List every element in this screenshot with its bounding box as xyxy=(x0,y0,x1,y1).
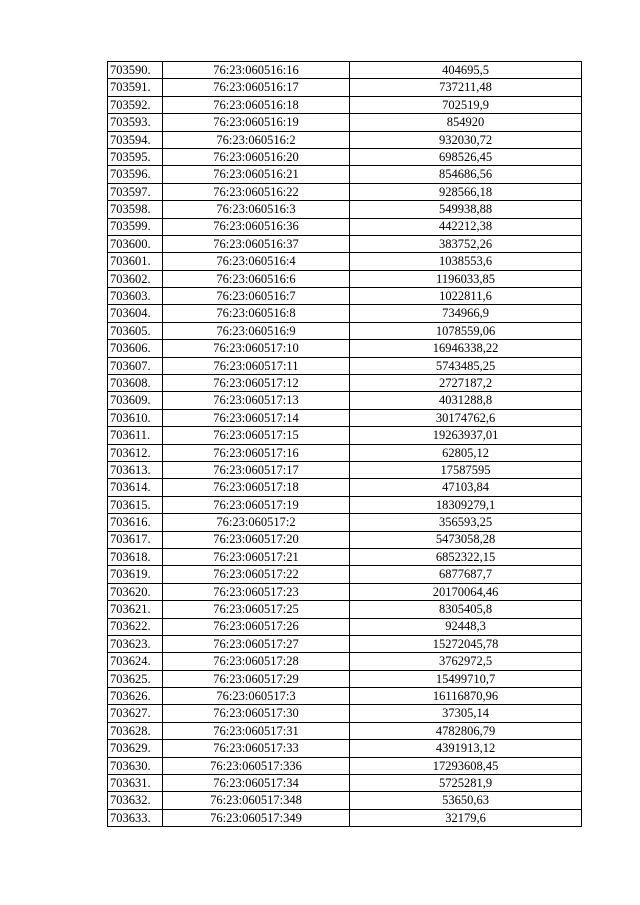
table-row xyxy=(108,618,582,635)
value-cell: 5473058,28 xyxy=(350,531,582,548)
value-cell: 16946338,22 xyxy=(350,340,582,357)
table-row xyxy=(108,740,582,757)
value-cell: 15499710,7 xyxy=(350,670,582,687)
row-number-cell: 703601. xyxy=(108,253,163,270)
cadastral-number-cell: 76:23:060517:15 xyxy=(163,427,350,444)
row-number-cell: 703632. xyxy=(108,792,163,809)
row-number-cell: 703606. xyxy=(108,340,163,357)
row-number-cell: 703624. xyxy=(108,653,163,670)
table-row xyxy=(108,166,582,183)
table-row xyxy=(108,705,582,722)
value-cell: 8305405,8 xyxy=(350,601,582,618)
row-number-cell: 703630. xyxy=(108,757,163,774)
cadastral-number-cell: 76:23:060517:34 xyxy=(163,775,350,792)
cadastral-number-cell: 76:23:060517:27 xyxy=(163,635,350,652)
table-row xyxy=(108,305,582,322)
row-number-cell: 703604. xyxy=(108,305,163,322)
table-row xyxy=(108,270,582,287)
value-cell: 18309279,1 xyxy=(350,496,582,513)
value-cell: 1038553,6 xyxy=(350,253,582,270)
row-number-cell: 703608. xyxy=(108,375,163,392)
row-number-cell: 703629. xyxy=(108,740,163,757)
cadastral-number-cell: 76:23:060516:20 xyxy=(163,148,350,165)
cadastral-number-cell: 76:23:060516:2 xyxy=(163,131,350,148)
value-cell: 854920 xyxy=(350,114,582,131)
value-cell: 17293608,45 xyxy=(350,757,582,774)
cadastral-number-cell: 76:23:060517:30 xyxy=(163,705,350,722)
table-row xyxy=(108,201,582,218)
row-number-cell: 703619. xyxy=(108,566,163,583)
cadastral-number-cell: 76:23:060516:22 xyxy=(163,183,350,200)
table-row xyxy=(108,409,582,426)
cadastral-number-cell: 76:23:060517:349 xyxy=(163,809,350,826)
value-cell: 62805,12 xyxy=(350,444,582,461)
row-number-cell: 703611. xyxy=(108,427,163,444)
value-cell: 3762972,5 xyxy=(350,653,582,670)
value-cell: 383752,26 xyxy=(350,235,582,252)
value-cell: 698526,45 xyxy=(350,148,582,165)
table-row xyxy=(108,722,582,739)
table-row xyxy=(108,757,582,774)
table-row xyxy=(108,514,582,531)
table-row xyxy=(108,688,582,705)
table-body xyxy=(108,62,582,827)
table-row xyxy=(108,775,582,792)
cadastral-number-cell: 76:23:060517:18 xyxy=(163,479,350,496)
table-row xyxy=(108,288,582,305)
cadastral-number-cell: 76:23:060517:23 xyxy=(163,583,350,600)
cadastral-number-cell: 76:23:060517:25 xyxy=(163,601,350,618)
row-number-cell: 703622. xyxy=(108,618,163,635)
table-row xyxy=(108,375,582,392)
table-row xyxy=(108,461,582,478)
table-row xyxy=(108,96,582,113)
value-cell: 549938,88 xyxy=(350,201,582,218)
cadastral-number-cell: 76:23:060517:29 xyxy=(163,670,350,687)
value-cell: 1196033,85 xyxy=(350,270,582,287)
table-row xyxy=(108,583,582,600)
row-number-cell: 703596. xyxy=(108,166,163,183)
row-number-cell: 703612. xyxy=(108,444,163,461)
value-cell: 5743485,25 xyxy=(350,357,582,374)
row-number-cell: 703599. xyxy=(108,218,163,235)
row-number-cell: 703594. xyxy=(108,131,163,148)
cadastral-number-cell: 76:23:060517:12 xyxy=(163,375,350,392)
row-number-cell: 703592. xyxy=(108,96,163,113)
table-row xyxy=(108,183,582,200)
cadastral-number-cell: 76:23:060517:348 xyxy=(163,792,350,809)
cadastral-number-cell: 76:23:060517:20 xyxy=(163,531,350,548)
value-cell: 17587595 xyxy=(350,461,582,478)
row-number-cell: 703607. xyxy=(108,357,163,374)
row-number-cell: 703615. xyxy=(108,496,163,513)
value-cell: 1022811,6 xyxy=(350,288,582,305)
row-number-cell: 703625. xyxy=(108,670,163,687)
table-row xyxy=(108,670,582,687)
table-row xyxy=(108,635,582,652)
cadastral-number-cell: 76:23:060517:3 xyxy=(163,688,350,705)
value-cell: 15272045,78 xyxy=(350,635,582,652)
table-row xyxy=(108,531,582,548)
table-row xyxy=(108,653,582,670)
cadastral-value-table xyxy=(107,61,582,827)
cadastral-number-cell: 76:23:060516:9 xyxy=(163,322,350,339)
value-cell: 928566,18 xyxy=(350,183,582,200)
row-number-cell: 703616. xyxy=(108,514,163,531)
value-cell: 20170064,46 xyxy=(350,583,582,600)
value-cell: 19263937,01 xyxy=(350,427,582,444)
table-row xyxy=(108,79,582,96)
row-number-cell: 703610. xyxy=(108,409,163,426)
cadastral-number-cell: 76:23:060517:33 xyxy=(163,740,350,757)
cadastral-number-cell: 76:23:060516:4 xyxy=(163,253,350,270)
value-cell: 356593,25 xyxy=(350,514,582,531)
row-number-cell: 703605. xyxy=(108,322,163,339)
row-number-cell: 703631. xyxy=(108,775,163,792)
cadastral-number-cell: 76:23:060517:336 xyxy=(163,757,350,774)
row-number-cell: 703620. xyxy=(108,583,163,600)
cadastral-number-cell: 76:23:060517:2 xyxy=(163,514,350,531)
cadastral-number-cell: 76:23:060516:8 xyxy=(163,305,350,322)
row-number-cell: 703600. xyxy=(108,235,163,252)
cadastral-number-cell: 76:23:060517:31 xyxy=(163,722,350,739)
row-number-cell: 703598. xyxy=(108,201,163,218)
table-row xyxy=(108,566,582,583)
value-cell: 1078559,06 xyxy=(350,322,582,339)
value-cell: 5725281,9 xyxy=(350,775,582,792)
cadastral-number-cell: 76:23:060516:6 xyxy=(163,270,350,287)
table-row xyxy=(108,427,582,444)
row-number-cell: 703590. xyxy=(108,62,163,79)
cadastral-number-cell: 76:23:060516:3 xyxy=(163,201,350,218)
value-cell: 47103,84 xyxy=(350,479,582,496)
cadastral-number-cell: 76:23:060517:13 xyxy=(163,392,350,409)
table-row xyxy=(108,496,582,513)
row-number-cell: 703614. xyxy=(108,479,163,496)
value-cell: 6852322,15 xyxy=(350,548,582,565)
cadastral-number-cell: 76:23:060517:26 xyxy=(163,618,350,635)
cadastral-number-cell: 76:23:060516:18 xyxy=(163,96,350,113)
cadastral-number-cell: 76:23:060517:22 xyxy=(163,566,350,583)
row-number-cell: 703609. xyxy=(108,392,163,409)
value-cell: 4782806,79 xyxy=(350,722,582,739)
cadastral-number-cell: 76:23:060517:16 xyxy=(163,444,350,461)
value-cell: 32179,6 xyxy=(350,809,582,826)
table-row xyxy=(108,235,582,252)
value-cell: 932030,72 xyxy=(350,131,582,148)
table-row xyxy=(108,253,582,270)
row-number-cell: 703617. xyxy=(108,531,163,548)
table-row xyxy=(108,148,582,165)
row-number-cell: 703628. xyxy=(108,722,163,739)
table-row xyxy=(108,392,582,409)
row-number-cell: 703597. xyxy=(108,183,163,200)
table-row xyxy=(108,340,582,357)
cadastral-number-cell: 76:23:060517:19 xyxy=(163,496,350,513)
cadastral-number-cell: 76:23:060516:19 xyxy=(163,114,350,131)
cadastral-number-cell: 76:23:060516:17 xyxy=(163,79,350,96)
cadastral-number-cell: 76:23:060517:10 xyxy=(163,340,350,357)
row-number-cell: 703623. xyxy=(108,635,163,652)
value-cell: 30174762,6 xyxy=(350,409,582,426)
row-number-cell: 703621. xyxy=(108,601,163,618)
value-cell: 442212,38 xyxy=(350,218,582,235)
value-cell: 404695,5 xyxy=(350,62,582,79)
row-number-cell: 703633. xyxy=(108,809,163,826)
cadastral-number-cell: 76:23:060517:11 xyxy=(163,357,350,374)
value-cell: 53650,63 xyxy=(350,792,582,809)
row-number-cell: 703602. xyxy=(108,270,163,287)
table-row xyxy=(108,218,582,235)
value-cell: 737211,48 xyxy=(350,79,582,96)
table-row xyxy=(108,114,582,131)
value-cell: 37305,14 xyxy=(350,705,582,722)
row-number-cell: 703591. xyxy=(108,79,163,96)
value-cell: 854686,56 xyxy=(350,166,582,183)
table-row xyxy=(108,62,582,79)
cadastral-number-cell: 76:23:060516:36 xyxy=(163,218,350,235)
value-cell: 92448,3 xyxy=(350,618,582,635)
row-number-cell: 703618. xyxy=(108,548,163,565)
table-row xyxy=(108,809,582,826)
row-number-cell: 703593. xyxy=(108,114,163,131)
table-row xyxy=(108,322,582,339)
value-cell: 6877687,7 xyxy=(350,566,582,583)
value-cell: 734966,9 xyxy=(350,305,582,322)
value-cell: 2727187,2 xyxy=(350,375,582,392)
cadastral-number-cell: 76:23:060516:21 xyxy=(163,166,350,183)
table-row xyxy=(108,444,582,461)
table-row xyxy=(108,548,582,565)
row-number-cell: 703595. xyxy=(108,148,163,165)
table-row xyxy=(108,131,582,148)
value-cell: 16116870,96 xyxy=(350,688,582,705)
table-row xyxy=(108,601,582,618)
table-row xyxy=(108,357,582,374)
row-number-cell: 703627. xyxy=(108,705,163,722)
cadastral-number-cell: 76:23:060517:17 xyxy=(163,461,350,478)
row-number-cell: 703603. xyxy=(108,288,163,305)
value-cell: 4031288,8 xyxy=(350,392,582,409)
value-cell: 702519,9 xyxy=(350,96,582,113)
cadastral-number-cell: 76:23:060516:16 xyxy=(163,62,350,79)
value-cell: 4391913,12 xyxy=(350,740,582,757)
cadastral-number-cell: 76:23:060516:37 xyxy=(163,235,350,252)
cadastral-number-cell: 76:23:060517:14 xyxy=(163,409,350,426)
table-row xyxy=(108,479,582,496)
cadastral-number-cell: 76:23:060517:28 xyxy=(163,653,350,670)
cadastral-number-cell: 76:23:060516:7 xyxy=(163,288,350,305)
table-row xyxy=(108,792,582,809)
row-number-cell: 703626. xyxy=(108,688,163,705)
cadastral-number-cell: 76:23:060517:21 xyxy=(163,548,350,565)
row-number-cell: 703613. xyxy=(108,461,163,478)
